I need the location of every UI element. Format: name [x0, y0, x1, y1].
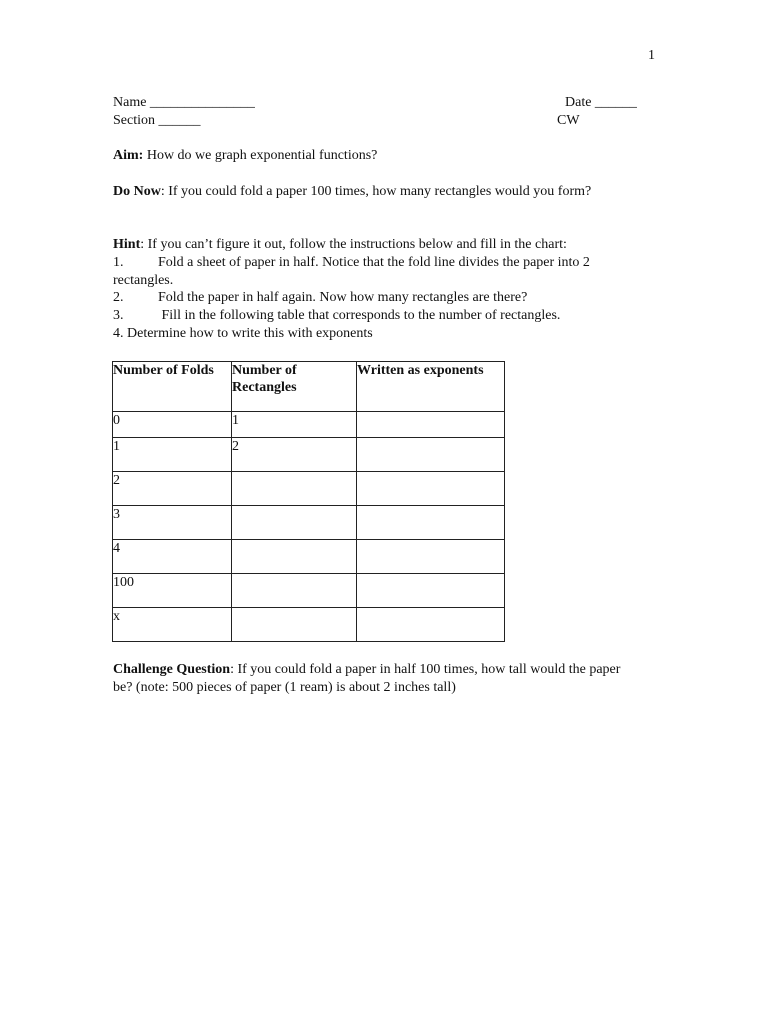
table-row	[113, 472, 505, 506]
cw-label: CW	[557, 113, 580, 128]
hint-label: Hint	[113, 237, 141, 252]
aim-line	[113, 147, 377, 165]
folds-cell: 2	[113, 472, 232, 506]
folds-cell: 4	[113, 540, 232, 574]
hint-text: : If you can’t figure it out, follow the instructions below and fill in the chart:	[140, 237, 567, 252]
folds-cell: x	[113, 608, 232, 642]
exponent-cell[interactable]	[357, 574, 505, 608]
rectangles-cell: 2	[232, 438, 357, 472]
challenge-label: Challenge Question	[113, 662, 231, 677]
instruction-step-1-continuation: rectangles.	[113, 273, 174, 288]
step-text: Fold the paper in half again. Now how many rectangles are there?	[158, 290, 528, 305]
header-number-of-rectangles: Number of Rectangles	[232, 362, 357, 412]
step-text: Fill in the following table that corresponds to the number of rectangles.	[158, 308, 561, 323]
instruction-step-1	[113, 254, 590, 272]
instruction-step-4: 4. Determine how to write this with exponents	[113, 326, 373, 341]
folds-cell: 100	[113, 574, 232, 608]
table-row	[113, 438, 505, 472]
rectangles-cell[interactable]	[232, 608, 357, 642]
table-row	[113, 608, 505, 642]
hint-line	[113, 236, 567, 254]
step-text: Fold a sheet of paper in half. Notice that the fold line divides the paper into 2	[158, 255, 590, 270]
exponent-cell[interactable]	[357, 540, 505, 574]
instruction-step-3	[113, 307, 560, 325]
folds-cell: 0	[113, 412, 232, 438]
rectangles-cell[interactable]	[232, 540, 357, 574]
folds-table	[112, 361, 505, 642]
step-number: 3.	[113, 308, 124, 323]
do-now-label: Do Now	[113, 184, 161, 199]
exponent-cell[interactable]	[357, 438, 505, 472]
exponent-cell[interactable]	[357, 506, 505, 540]
date-field-label: Date ______	[565, 95, 637, 110]
table-row	[113, 412, 505, 438]
do-now-line	[113, 183, 591, 201]
folds-cell: 1	[113, 438, 232, 472]
rectangles-cell: 1	[232, 412, 357, 438]
instruction-step-2	[113, 289, 527, 307]
table-row	[113, 506, 505, 540]
step-number: 1.	[113, 255, 124, 270]
step-number: 2.	[113, 290, 124, 305]
do-now-text: : If you could fold a paper 100 times, how many rectangles would you form?	[160, 184, 592, 199]
header-written-as-exponents: Written as exponents	[357, 362, 505, 412]
challenge-question-line-1	[113, 661, 620, 679]
table-row	[113, 540, 505, 574]
header-number-of-folds: Number of Folds	[113, 362, 232, 412]
rectangles-cell[interactable]	[232, 472, 357, 506]
exponent-cell[interactable]	[357, 608, 505, 642]
name-field-label: Name _______________	[113, 95, 255, 110]
folds-cell: 3	[113, 506, 232, 540]
challenge-text: : If you could fold a paper in half 100 times, how tall would the paper	[230, 662, 621, 677]
table-row	[113, 574, 505, 608]
aim-text: How do we graph exponential functions?	[143, 148, 378, 163]
table-header-row	[113, 362, 505, 412]
section-field-label: Section ______	[113, 113, 201, 128]
exponent-cell[interactable]	[357, 412, 505, 438]
aim-label: Aim:	[113, 148, 144, 163]
page-number: 1	[648, 48, 655, 63]
challenge-question-line-2: be? (note: 500 pieces of paper (1 ream) is about 2 inches tall)	[113, 680, 456, 695]
rectangles-cell[interactable]	[232, 506, 357, 540]
exponent-cell[interactable]	[357, 472, 505, 506]
rectangles-cell[interactable]	[232, 574, 357, 608]
